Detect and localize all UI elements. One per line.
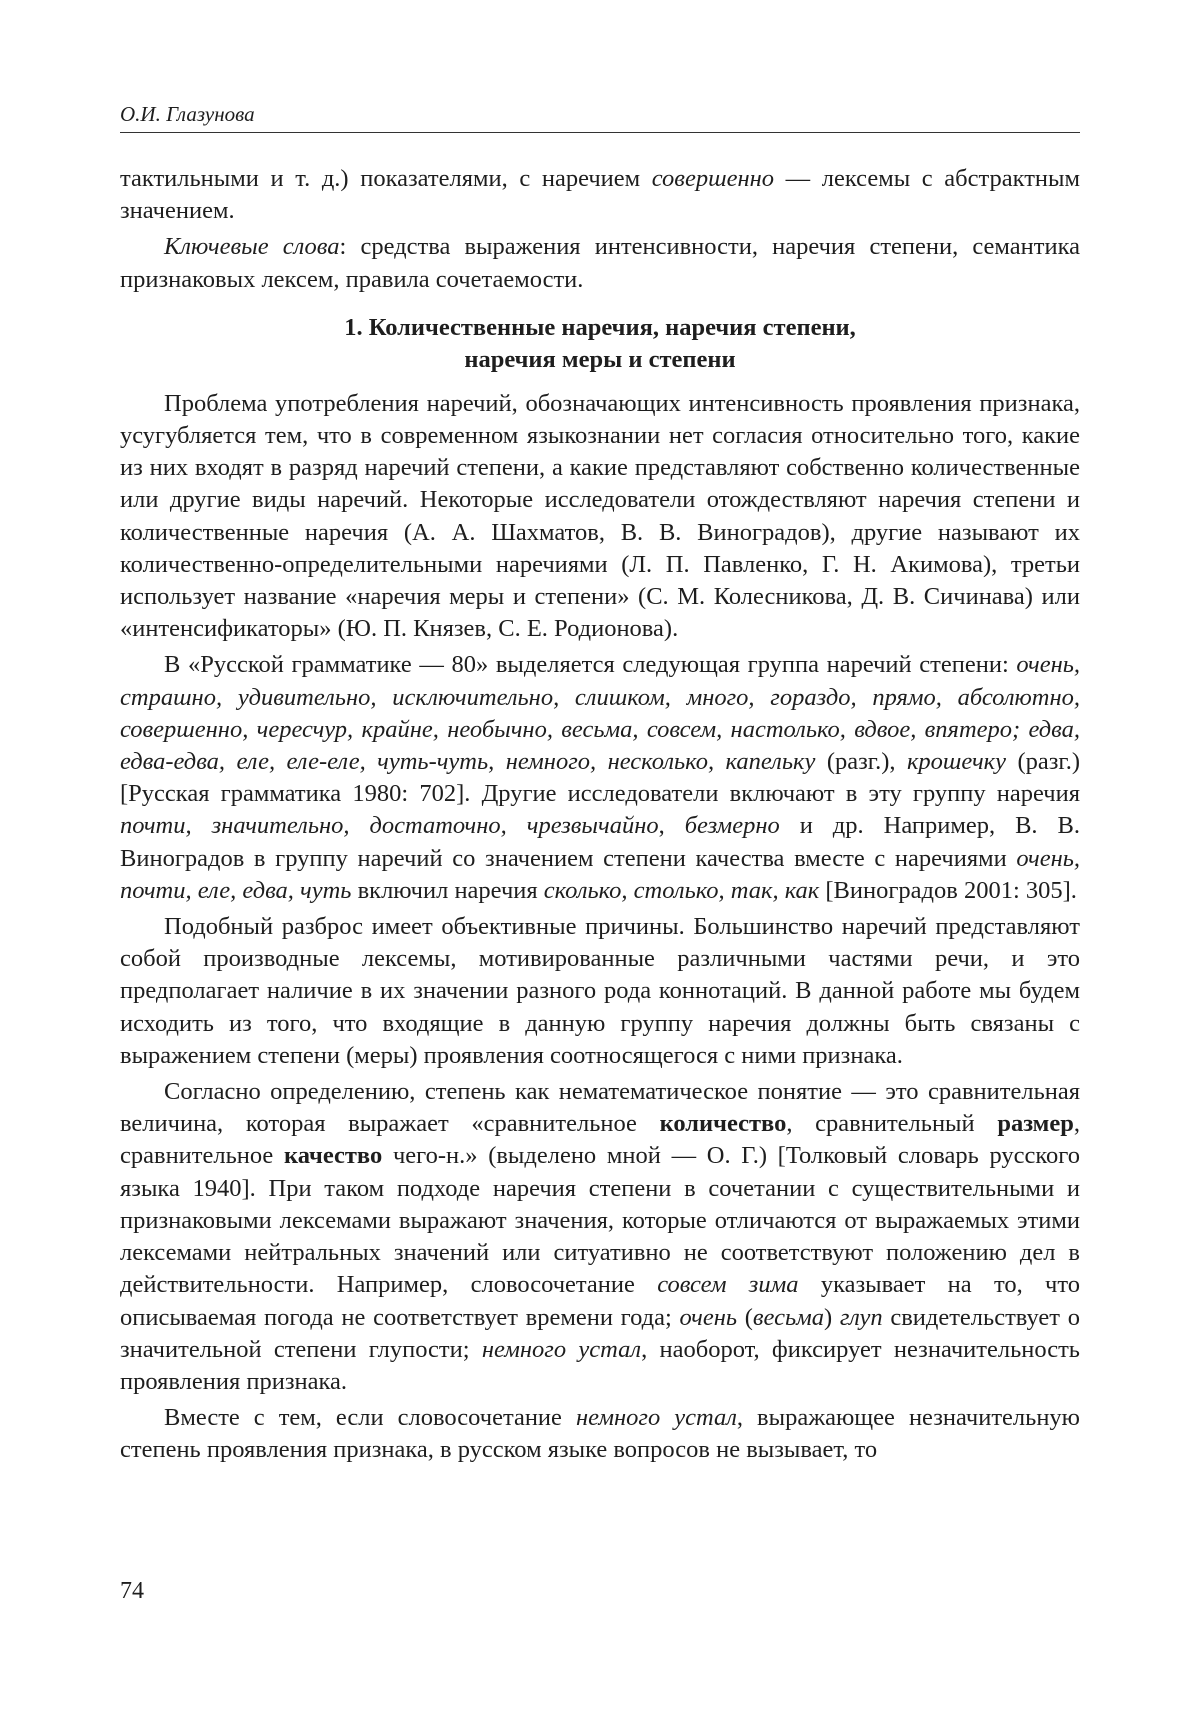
abstract-continuation [120,163,1080,227]
keywords-text: : средства выражения интенсивности, наречия степени, семантика признаковых лексем, правила сочетаемости. [120,233,1080,293]
text-run: , сравнительный [786,1110,998,1138]
text-run: , наоборот, фиксирует незначительность проявления признака. [120,1335,1080,1395]
bold-term: размер [997,1110,1074,1138]
text-run: тактильными и т. д.) показателями, с наречием [120,165,652,192]
keywords-paragraph [120,231,1080,295]
italic-term: безмерно [684,812,780,840]
text-run: (разг.) [Русская грамматика 1980: 702]. Другие исследователи включают в эту группу наречия [120,748,1080,808]
text-run: (разг.), [815,748,907,776]
paragraph-2 [120,649,1080,907]
bold-term: качество [284,1142,383,1170]
italic-term: крошечку [906,748,1006,776]
italic-term: весьма [752,1303,824,1331]
text-run: указывает на то, что описываемая погода не соответствует времени года; [120,1271,1080,1331]
italic-term: сколько, столько, так, как [543,876,820,904]
paragraph-1 [120,388,1080,646]
italic-term: очень, страшно, удивительно, исключительно, слишком, много, гораздо, прямо, абсолютно, совершенно, чересчур, крайне, необычно, весьма, совсем, настолько, вдвое, впятеро; едва, едва-едва, еле, еле-еле, чуть-чуть, немного, несколько, капельку [120,651,1080,776]
header-rule [120,132,1080,133]
text-run: свидетельствует о значительной степени глупости; [120,1303,1080,1363]
italic-term: совсем зима [657,1271,799,1299]
article-body [120,163,1080,1471]
bold-term: количество [659,1110,787,1138]
italic-term: немного устал [575,1404,737,1432]
text-run: ( [737,1303,753,1331]
paragraph-4 [120,1076,1080,1398]
text-run: , сравнительное [120,1110,1080,1170]
section-heading-line-1: 1. Количественные наречия, наречия степени, [344,313,856,341]
text-run: Проблема употребления наречий, обозначающих интенсивность проявления признака, усугубляется тем, что в современном языкознании нет согласия относительно того, какие из них входят в разряд наречий степени, а какие представляют собственно количественные или другие виды наречий. Некоторые исследователи отождествляют наречия степени и количественные наречия (А. А. Шахматов, В. В. Виноградов), другие называют их количественно-определительными наречиями (Л. П. Павленко, Г. Н. Акимова), третьи использует название «наречия меры и степени» (С. М. Колесникова, Д. В. Сичинава) или «интенсификаторы» (Ю. П. Князев, С. Е. Родионова). [120,389,1080,643]
italic-term: почти, значительно, достаточно, чрезвычайно [120,812,659,840]
text-run: , выражающее незначительную степень проявления признака, в русском языке вопросов не вызывает, то [120,1404,1080,1464]
text-run: — лексемы с абстрактным значением. [120,165,1080,225]
text-run: и др. Например, В. В. Виноградов в группу наречий со значением степени качества вместе с наречиями [120,812,1081,872]
page-number: 74 [120,1578,144,1604]
text-run: , [658,812,685,840]
section-heading [120,312,1080,376]
paragraph-3 [120,911,1080,1072]
text-run: ) [824,1303,840,1331]
italic-term: очень [679,1303,738,1331]
italic-term: очень, почти, еле, едва, чуть [120,844,1080,904]
paragraph-5 [120,1402,1080,1466]
text-run: Согласно определению, степень как нематематическое понятие — это сравнительная величина, которая выражает «сравнительное [120,1078,1080,1138]
text-run: чего-н.» (выделено мной — О. Г.) [Толковый словарь русского языка 1940]. При таком подходе наречия степени в сочетании с существительными и признаковыми лексемами выражают значения, которые отличаются от выражаемых этими лексемами нейтральных значений или ситуативно не соответствуют положению дел в действительности. Например, словосочетание [120,1142,1080,1299]
text-run: Подобный разброс имеет объективные причины. Большинство наречий представляют собой производные лексемы, мотивированные различными частями речи, и это предполагает наличие в их значении разного рода коннотаций. В данной работе мы будем исходить из того, что входящие в данную группу наречия должны быть связаны с выражением степени (меры) проявления соотносящегося с ними признака. [120,913,1080,1069]
text-run: [Виноградов 2001: 305]. [819,876,1077,904]
text-run: В «Русской грамматике — 80» выделяется следующая группа наречий степени: [164,651,1017,679]
italic-term: совершенно [651,165,774,192]
italic-term: немного устал [481,1335,642,1363]
italic-term: глуп [839,1303,883,1331]
keywords-label: Ключевые слова [164,233,340,261]
text-run: Вместе с тем, если словосочетание [164,1404,576,1432]
section-heading-line-2: наречия меры и степени [464,345,736,373]
running-head-author: О.И. Глазунова [120,102,255,126]
text-run: включил наречия [351,876,544,904]
